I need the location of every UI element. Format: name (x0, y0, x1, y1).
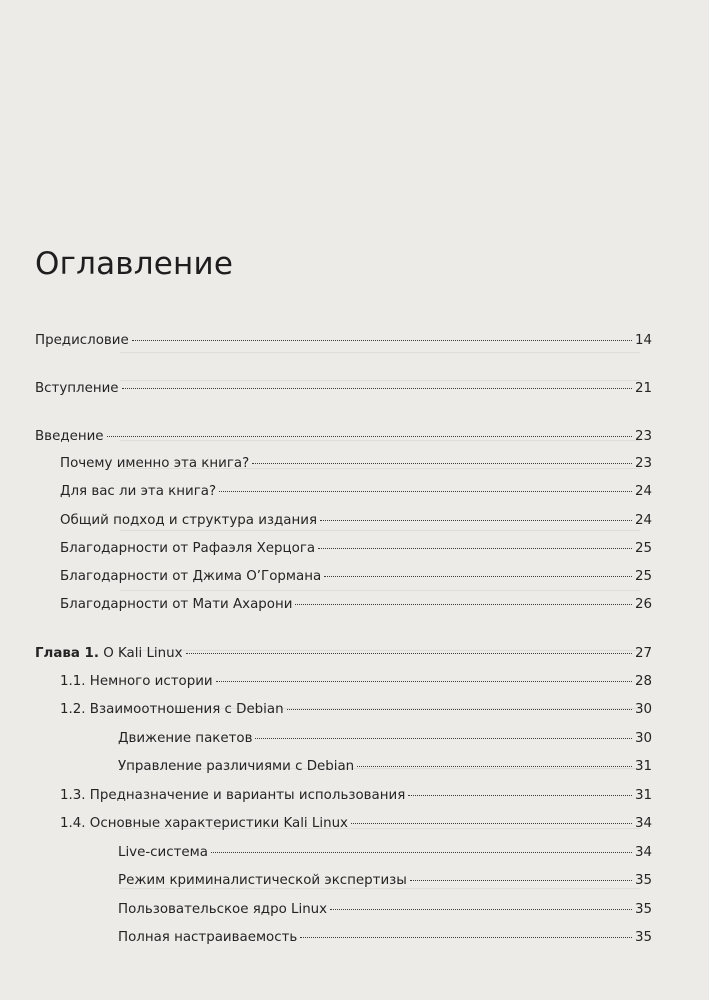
toc-entry[interactable] (60, 597, 652, 619)
toc-entry-page: 25 (634, 569, 652, 584)
toc-entry[interactable] (118, 759, 652, 781)
toc-entry-label: 1.3. Предназначение и варианты использования (60, 788, 406, 803)
toc-entry-label: Режим криминалистической экспертизы (118, 873, 407, 888)
toc-entry-label: Пользовательское ядро Linux (118, 902, 328, 917)
toc-entry-page: 24 (634, 484, 652, 499)
toc-entry[interactable] (118, 873, 652, 895)
page-title: Оглавление (35, 245, 234, 282)
dot-leader (186, 653, 632, 654)
toc-entry-page: 34 (634, 845, 652, 860)
toc-entry-page: 30 (634, 702, 652, 717)
dot-leader (351, 823, 632, 824)
toc-entry[interactable] (60, 569, 652, 591)
toc-entry[interactable] (118, 845, 652, 867)
toc-entry-label: Для вас ли эта книга? (60, 484, 217, 499)
toc-entry[interactable] (35, 429, 652, 451)
toc-entry-label: Live-система (118, 845, 208, 860)
toc-entry[interactable] (35, 381, 652, 403)
toc-entry-label: Предисловие (35, 333, 129, 348)
toc-entry-label: Введение (35, 429, 104, 444)
toc-entry[interactable] (60, 702, 652, 724)
toc-entry-label: Полная настраиваемость (118, 930, 298, 945)
dot-leader (330, 909, 632, 910)
toc-entry[interactable] (35, 333, 652, 355)
dot-leader (320, 520, 632, 521)
toc-entry-page: 28 (634, 674, 652, 689)
toc-entry-page: 34 (634, 816, 652, 831)
dot-leader (252, 463, 632, 464)
toc-entry[interactable] (60, 816, 652, 838)
toc-entry-page: 25 (634, 541, 652, 556)
toc-entry[interactable] (118, 902, 652, 924)
toc-entry-label: Общий подход и структура издания (60, 513, 318, 528)
toc-entry-page: 35 (634, 873, 652, 888)
dot-leader (408, 795, 632, 796)
toc-entry[interactable] (60, 788, 652, 810)
toc-entry-page: 30 (634, 731, 652, 746)
dot-leader (410, 880, 632, 881)
toc-entry-label: 1.1. Немного истории (60, 674, 213, 689)
toc-entry-label: 1.4. Основные характеристики Kali Linux (60, 816, 348, 831)
toc-entry-label (35, 646, 183, 661)
toc-entry[interactable] (60, 674, 652, 696)
toc-entry-label: Движение пакетов (118, 731, 253, 746)
toc-entry[interactable] (60, 541, 652, 563)
toc-entry-label: 1.2. Взаимоотношения с Debian (60, 702, 284, 717)
toc-entry-page: 21 (634, 381, 652, 396)
toc-entry[interactable] (60, 513, 652, 535)
dot-leader (132, 340, 632, 341)
toc-entry-page: 24 (634, 513, 652, 528)
dot-leader (219, 491, 632, 492)
dot-leader (357, 766, 632, 767)
toc-entry-page: 31 (634, 759, 652, 774)
toc-entry-page: 35 (634, 902, 652, 917)
toc-entry-page: 27 (634, 646, 652, 661)
toc-entry-label: Почему именно эта книга? (60, 456, 250, 471)
dot-leader (324, 576, 632, 577)
dot-leader (295, 604, 632, 605)
dot-leader (107, 436, 632, 437)
toc-entry-label: Благодарности от Рафаэля Херцога (60, 541, 316, 556)
dot-leader (287, 709, 632, 710)
toc-entry-label: Вступление (35, 381, 119, 396)
toc-entry-label: Управление различиями с Debian (118, 759, 355, 774)
toc-entry[interactable] (60, 456, 652, 478)
toc-entry[interactable] (118, 930, 652, 952)
toc-chapter-entry[interactable] (35, 646, 652, 668)
toc-entry-page: 26 (634, 597, 652, 612)
dot-leader (318, 548, 632, 549)
dot-leader (255, 738, 631, 739)
chapter-number: Глава 1. (35, 646, 99, 661)
dot-leader (211, 852, 632, 853)
dot-leader (216, 681, 632, 682)
toc-entry-page: 31 (634, 788, 652, 803)
chapter-title: О Kali Linux (103, 646, 183, 661)
toc-entry-label: Благодарности от Мати Ахарони (60, 597, 293, 612)
toc-entry-page: 23 (634, 456, 652, 471)
toc-entry-label: Благодарности от Джима О’Гормана (60, 569, 322, 584)
dot-leader (300, 937, 632, 938)
dot-leader (122, 388, 632, 389)
toc-entry-page: 23 (634, 429, 652, 444)
toc-entry[interactable] (118, 731, 652, 753)
toc-entry-page: 35 (634, 930, 652, 945)
toc-entry[interactable] (60, 484, 652, 506)
toc-entry-page: 14 (634, 333, 652, 348)
